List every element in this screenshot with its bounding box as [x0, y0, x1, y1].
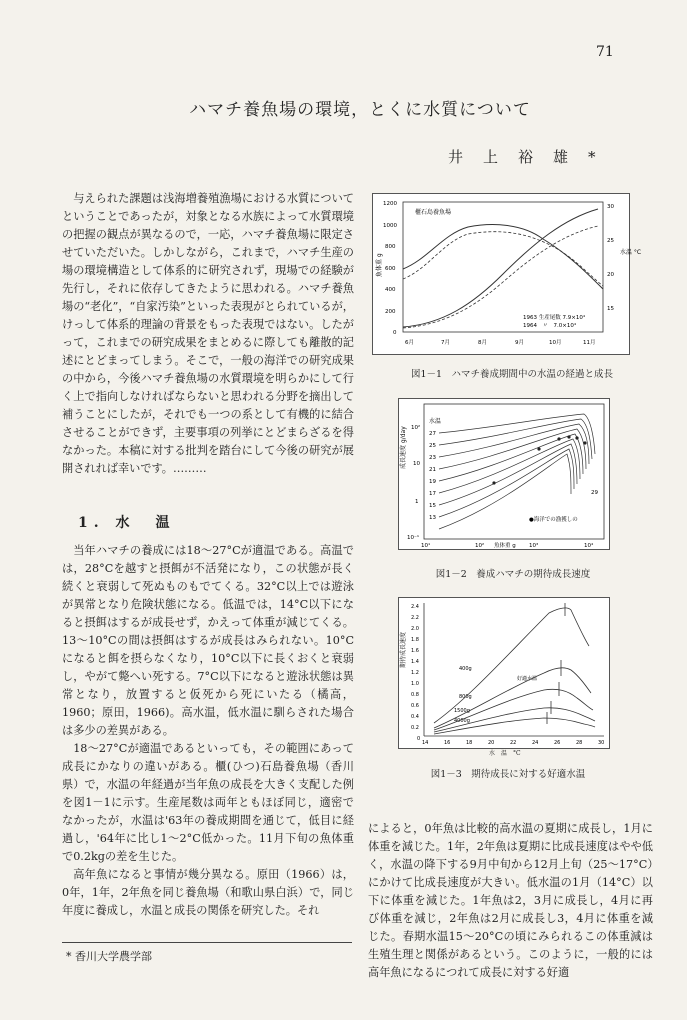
fig2-point [575, 436, 578, 439]
fig2-temp-label: 水温 [429, 418, 442, 425]
fig3-ytick: 1.4 [411, 659, 419, 665]
fig1-y2tick: 30 [607, 204, 614, 210]
section1-paragraph-3: 高年魚になると事情が幾分異なる。原田（1966）は，0年，1年，2年魚を同じ養魚場（和歌山県白浜）で，同じ年度に養成し，水温と成長の関係を研究した。それ [62, 868, 354, 917]
fig3-curve-label: 4000g [454, 718, 470, 724]
fig1-month: 11月 [583, 340, 596, 346]
fig2-point [492, 481, 495, 484]
footnote-rule [62, 942, 352, 943]
fig2-ytick: 10⁻¹ [407, 535, 420, 541]
fig1-month: 10月 [549, 340, 562, 346]
fig1-month: 7月 [441, 340, 450, 346]
fig2-curve-label: 25 [429, 443, 436, 449]
fig1-y2tick: 25 [607, 238, 614, 244]
fig3-xtick: 18 [466, 740, 473, 746]
fig3-curve [434, 608, 589, 723]
fig1-temp-1963 [403, 232, 603, 286]
fig1-month: 9月 [515, 340, 524, 346]
fig2-point [557, 437, 560, 440]
fig3-curve-label: 1500g [454, 708, 470, 714]
figure-1-3 [398, 597, 610, 757]
fig2-xtick: 10¹ [421, 543, 431, 549]
fig3-xtick: 24 [532, 740, 539, 746]
fig2-curve [439, 424, 589, 464]
fig2-legend: ●海洋での漁獲しの [529, 517, 578, 523]
figure-1-2-caption: 図1－2 養成ハマチの期待成長速度 [435, 569, 591, 580]
fig3-ytick: 2.2 [411, 615, 419, 621]
fig1-legend-1964: 1964 〃 7.0×10⁴ [523, 323, 577, 329]
fig3-curve-label: 400g [459, 666, 472, 672]
fig2-ytick: 10 [413, 461, 420, 467]
figure-1-1-chart [373, 194, 642, 354]
fig2-ytick: 10² [411, 425, 421, 431]
fig1-place-label: 櫃石島養魚場 [415, 209, 452, 216]
fig2-curve-label: 27 [429, 431, 436, 437]
fig2-point [537, 447, 540, 450]
figure-1-1-caption: 図1－1 ハマチ養成期間中の水温の経過と成長 [410, 369, 614, 380]
fig3-curve-label: 好適水温 [517, 676, 538, 682]
fig2-ytick: 1 [415, 499, 419, 505]
fig1-legend-1963: 1963 生産尾数 7.9×10⁴ [523, 315, 586, 321]
fig1-month: 6月 [405, 340, 414, 346]
fig1-ytick: 0 [393, 330, 397, 336]
fig3-xtick: 26 [554, 740, 561, 746]
fig1-y2tick: 20 [607, 272, 614, 278]
fig1-ytick: 200 [385, 309, 396, 315]
right-column-paragraph: によると，0年魚は比較的高水温の夏期に成長し，1月に体重を減じた。1年，2年魚は夏期に比成長速度はやや低く，水温の降下する9月中旬から12月上旬（25～17°C）にかけて比成長速度が大きい。低水温の1月（14°C）以下に体重を減じた。1年魚は2，3月に成長し，4月に再び体重を減じ，2年魚は2月に成長し3，4月に体重を減じた。春期水温15～20°Cの頃にみられるこの体重減は生殖生理と関係があるという。このように，一般的には高年魚になるにつれて成長に対する好適 [368, 822, 653, 979]
fig3-xtick: 28 [576, 740, 583, 746]
fig2-point [567, 435, 570, 438]
fig2-xtick: 10⁴ [584, 543, 594, 549]
fig3-ytick: 0.6 [411, 703, 419, 709]
fig3-xtick: 30 [598, 740, 605, 746]
fig2-xtick: 10³ [529, 543, 539, 549]
fig2-curve-label: 15 [429, 503, 436, 509]
figure-1-2-chart [399, 399, 609, 549]
fig1-plot-frame [403, 202, 603, 332]
fig2-curve-label: 23 [429, 455, 436, 461]
right-column-text [368, 820, 653, 982]
fig2-curve [439, 419, 592, 459]
figure-1-1 [372, 193, 642, 355]
intro-paragraph [62, 190, 354, 478]
fig2-ylabel: 成長速度 g/day [400, 426, 407, 469]
fig2-xlabel: 魚体重 g [494, 543, 516, 549]
fig1-ytick: 1200 [383, 201, 397, 207]
fig2-curve [439, 429, 586, 469]
section1-body [62, 542, 354, 920]
fig3-ytick: 2.4 [411, 604, 419, 610]
fig3-xtick: 20 [488, 740, 495, 746]
page-number: 71 [596, 44, 614, 60]
paper-title: ハマチ養魚場の環境，とくに水質について [189, 100, 531, 120]
intro-text: 与えられた課題は浅海増養殖漁場における水質についてということであったが，対象となる水族によって水質環境の把握の観点が異なるので，一応，ハマチ養魚場に限定させていただいた。しかしながら，これまで，ハマチ生産の場の環境構造として体系的に研究されず，現場での経験が先行し，それに依存してきたように思われる。ハマチ養魚場の“老化”，“自家汚染”といった表現がとられているが，けっして体系的理論の背景をもった表現ではない。したがって，これまでの研究成果をまとめるに際しても離散的記述にとどまってしまう。そこで，一般の海洋での研究成果の中から，今後ハマチ養魚場の水質環境を明らかにして行く上で指向しなければならないと思われる分野を摘出して補うことにしたが，それでも一つの系として有機的に結合させることができず，主要事項の列挙にとどまらざるを得なかった。本稿に対する批判を踏台にして今後の研究が展開されれば幸いです。……… [62, 192, 354, 475]
fig3-ytick: 0.4 [411, 714, 419, 720]
fig3-ytick: 0 [417, 736, 421, 742]
footnote: * 香川大学農学部 [66, 950, 152, 963]
fig1-month: 8月 [478, 340, 487, 346]
fig2-curve-label: 21 [429, 467, 436, 473]
figure-1-2 [398, 398, 610, 550]
fig3-ytick: 0.2 [411, 725, 419, 731]
fig1-y2label: 水温 °C [620, 249, 642, 256]
fig2-curve-label: 19 [429, 479, 436, 485]
fig3-xlabel: 水 温 °C [489, 750, 521, 757]
fig2-point [583, 441, 586, 444]
fig2-curve-label: 17 [429, 491, 436, 497]
fig3-ytick: 0.8 [411, 692, 419, 698]
fig2-curve-label: 29 [591, 490, 598, 496]
section1-paragraph-2: 18～27°Cが適温であるといっても，その範囲にあって成長にかなりの違いがある。櫃(ひつ)石島養魚場（香川県）で，水温の年経過が当年魚の成長を大きく支配した例を図1－1に示す。生産尾数は両年ともほぼ同じ，適密でなかったが，水温は'63年の養成期間を通じて，低目に経過し，'64年に比し1～2°C低かった。11月下旬の魚体重で0.2kgの差を生じた。 [62, 742, 354, 863]
fig3-ylabel: 期待成長速度 [400, 631, 407, 668]
fig1-ytick: 800 [385, 244, 396, 250]
fig3-ytick: 1.0 [411, 681, 419, 687]
fig3-ytick: 1.2 [411, 670, 419, 676]
fig3-ytick: 1.8 [411, 637, 419, 643]
fig3-xtick: 16 [444, 740, 451, 746]
fig2-curve [439, 449, 574, 517]
section1-paragraph-1: 当年ハマチの養成には18～27°Cが適温である。高温では，28°Cを越すと摂餌が不活発になり，この状態が長く続くと衰弱して死ぬものもでてくる。32°C以上では遊泳が異常となり危険状態になる。低温では，14°C以下になると摂餌はするが成長せず，かえって体重が減じてくる。13～10°Cの間は摂餌はするが成長はみられない。10°Cになると餌を摂らなくなり，10°C以下に長くおくと衰弱し，やがて斃へい死する。7°C以下になると遊泳状態は異常となり，放置すると仮死から死にいたる（橘高，1960；原田，1966)。高水温，低水温に馴らされた場合は多少の差異がある。 [62, 544, 354, 737]
fig3-curve-label: 800g [459, 694, 472, 700]
author-name: 井上裕雄* [448, 148, 616, 166]
fig2-curve-label: 13 [429, 515, 436, 521]
section-heading: 1. 水 温 [78, 515, 176, 531]
fig1-ytick: 400 [385, 287, 396, 293]
fig1-ytick: 1000 [383, 223, 397, 229]
fig3-xtick: 14 [422, 740, 429, 746]
fig3-xtick: 22 [510, 740, 517, 746]
fig3-ytick: 2.0 [411, 626, 419, 632]
fig1-y2tick: 15 [607, 306, 614, 312]
figure-1-3-caption: 図1－3 期待成長に対する好適水温 [430, 769, 586, 780]
figure-1-3-chart [399, 598, 609, 748]
fig2-curves [439, 414, 595, 529]
fig3-ytick: 1.6 [411, 648, 419, 654]
fig2-xtick: 10² [475, 543, 485, 549]
fig1-ytick: 600 [385, 266, 396, 272]
fig1-weight-1964 [403, 209, 598, 327]
fig1-ylabel: 魚体重 g [376, 253, 383, 277]
